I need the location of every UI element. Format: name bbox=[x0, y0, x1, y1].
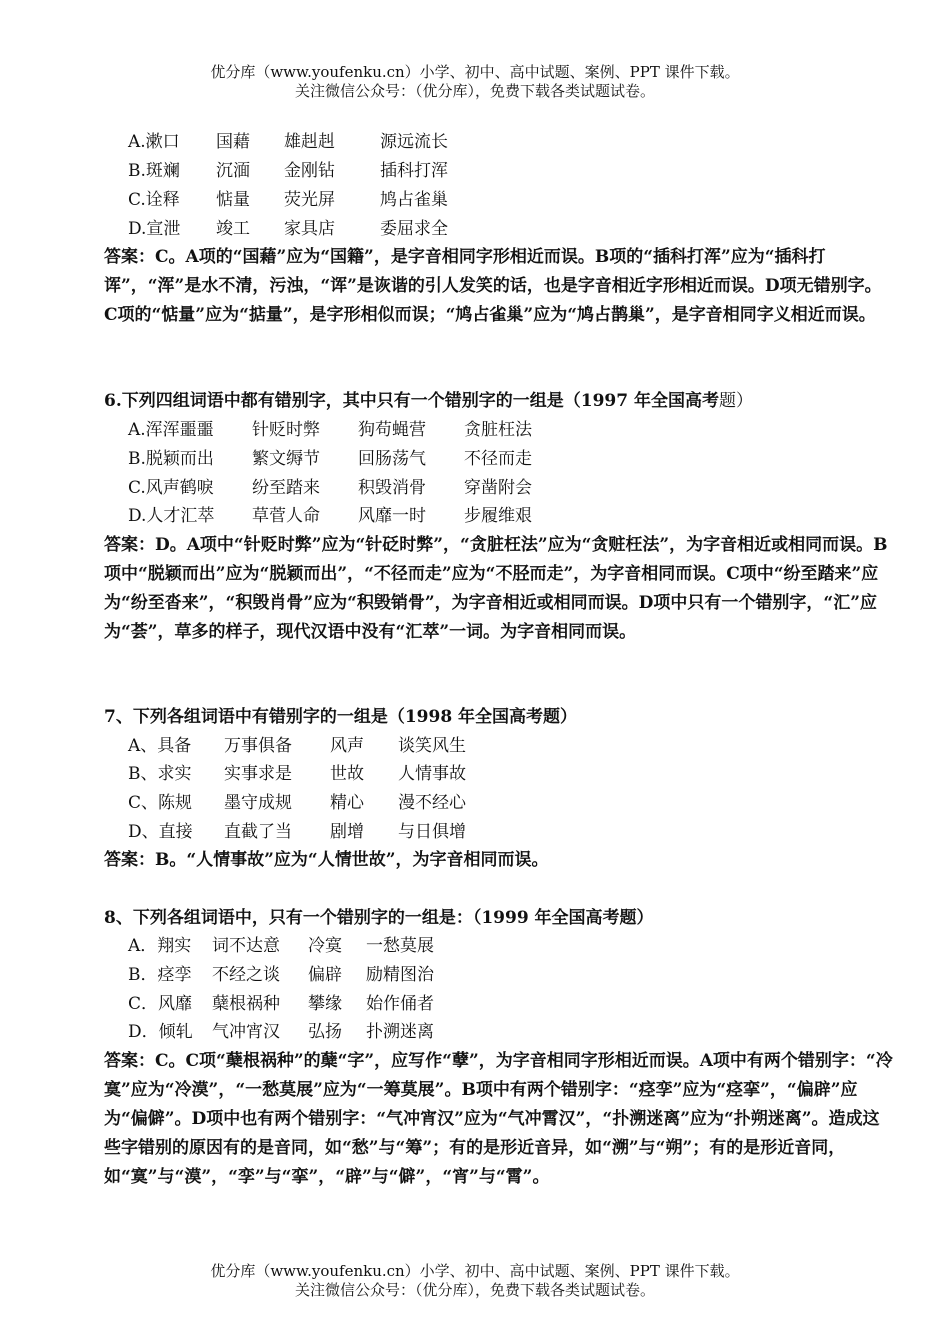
q6-b-2: 繁文缛节 bbox=[252, 449, 320, 469]
q7-a-4: 谈笑风生 bbox=[398, 736, 466, 756]
q8-d-1: D．倾轧 bbox=[128, 1022, 193, 1042]
q6-b-3: 回肠荡气 bbox=[358, 449, 426, 469]
q8-c-3: 攀缘 bbox=[308, 994, 342, 1014]
q6-option-b bbox=[128, 445, 532, 473]
q6-a-1: A.浑浑噩噩 bbox=[128, 420, 214, 440]
q6-b-4: 不径而走 bbox=[464, 449, 532, 469]
q7-b-2: 实事求是 bbox=[224, 764, 292, 784]
q8-c-4: 始作俑者 bbox=[366, 994, 434, 1014]
q5-a-3: 雄赳赳 bbox=[284, 132, 335, 152]
q8-a-3: 冷寞 bbox=[308, 936, 342, 956]
q6-d-1: D.人才汇萃 bbox=[128, 506, 215, 526]
q8-b-4: 励精图治 bbox=[366, 965, 434, 985]
footer-line-1: 优分库（www.youfenku.cn）小学、初中、高中试题、案例、PPT 课件下载。 bbox=[210, 1262, 740, 1280]
q7-d-1: D、直接 bbox=[128, 822, 193, 842]
footer-line-2: 关注微信公众号：（优分库），免费下载各类试题试卷。 bbox=[294, 1281, 655, 1299]
q8-c-1: C．风靡 bbox=[128, 994, 193, 1014]
q5-option-b bbox=[128, 157, 448, 185]
q6-a-4: 贪脏枉法 bbox=[464, 420, 532, 440]
q5-a-1: A.漱口 bbox=[128, 132, 180, 152]
q8-question: 8、下列各组词语中，只有一个错别字的一组是：（1999 年全国高考题） bbox=[104, 908, 654, 928]
q8-d-3: 弘扬 bbox=[308, 1022, 342, 1042]
q5-d-3: 家具店 bbox=[284, 219, 335, 239]
q6-c-4: 穿凿附会 bbox=[464, 478, 532, 498]
q5-c-3: 荧光屏 bbox=[284, 190, 335, 210]
q8-a-1: A．翔实 bbox=[128, 936, 192, 956]
q6-b-1: B.脱颖而出 bbox=[128, 449, 214, 469]
q7-option-a bbox=[128, 732, 466, 760]
q7-option-c bbox=[128, 789, 466, 817]
q5-option-c bbox=[128, 186, 448, 214]
q6-option-a bbox=[128, 416, 532, 444]
q6-question-text: 6.下列四组词语中都有错别字，其中只有一个错别字的一组是（1997 年全国高考 bbox=[104, 391, 719, 411]
q6-d-4: 步履维艰 bbox=[464, 506, 532, 526]
q7-b-1: B、求实 bbox=[128, 764, 192, 784]
q6-d-3: 风靡一时 bbox=[358, 506, 426, 526]
q6-a-2: 针贬时弊 bbox=[252, 420, 320, 440]
q5-d-1: D.宣泄 bbox=[128, 219, 181, 239]
q5-c-4: 鸠占雀巢 bbox=[380, 190, 448, 210]
q5-b-3: 金刚钻 bbox=[284, 161, 335, 181]
q5-option-a bbox=[128, 128, 448, 156]
q5-c-1: C.诠释 bbox=[128, 190, 180, 210]
header-line-2: 关注微信公众号：（优分库），免费下载各类试题试卷。 bbox=[294, 82, 655, 100]
q6-a-3: 狗苟蝇营 bbox=[358, 420, 426, 440]
q8-d-4: 扑溯迷离 bbox=[366, 1022, 434, 1042]
q8-b-2: 不经之谈 bbox=[212, 965, 280, 985]
q8-b-1: B．痉孪 bbox=[128, 965, 192, 985]
q7-c-3: 精心 bbox=[330, 793, 364, 813]
q8-option-a bbox=[128, 932, 434, 960]
q7-b-3: 世故 bbox=[330, 764, 364, 784]
q7-a-3: 风声 bbox=[330, 736, 364, 756]
q7-a-1: A、具备 bbox=[128, 736, 192, 756]
q5-a-4: 源远流长 bbox=[380, 132, 448, 152]
q6-c-1: C.风声鹤唳 bbox=[128, 478, 214, 498]
q8-b-3: 偏辟 bbox=[308, 965, 342, 985]
q8-d-2: 气冲宵汉 bbox=[212, 1022, 280, 1042]
q7-option-b bbox=[128, 760, 466, 788]
q7-option-d bbox=[128, 818, 466, 846]
q6-answer: 答案：D。A项中“针贬时弊”应为“针砭时弊”，“贪脏枉法”应为“贪赃枉法”，为字音相近或相同而误。B项中“脱颖而出”应为“脱颖而出”，“不径而走”应为“不胫而走”，为字音相同而误。C项中“纷至踏来”应为“纷至沓来”，“积毁肖骨”应为“积毁销骨”，为字音相近或相同而误。D项中只有一个错别字，“汇”应为“荟”，草多的样子，现代汉语中没有“汇萃”一词。为字音相同而误。 bbox=[104, 535, 888, 642]
q6-question bbox=[104, 387, 753, 415]
q8-a-2: 词不达意 bbox=[212, 936, 280, 956]
q8-option-b bbox=[128, 961, 434, 989]
q7-d-4: 与日俱增 bbox=[398, 822, 466, 842]
q5-b-4: 插科打浑 bbox=[380, 161, 448, 181]
q5-b-1: B.斑斓 bbox=[128, 161, 180, 181]
q5-a-2: 国藉 bbox=[216, 132, 250, 152]
q5-answer: 答案：C。A项的“国藉”应为“国籍”，是字音相同字形相近而误。B项的“插科打浑”应为“插科打诨”，“浑”是水不清，污浊，“诨”是诙谐的引人发笑的话，也是字音相近字形相近而误。D项无错别字。C项的“惦量”应为“掂量”，是字形相似而误；“鸠占雀巢”应为“鸠占鹊巢”，是字音相同字义相近而误。 bbox=[104, 247, 882, 325]
q7-d-2: 直截了当 bbox=[224, 822, 292, 842]
q5-b-2: 沉湎 bbox=[216, 161, 250, 181]
q7-c-2: 墨守成规 bbox=[224, 793, 292, 813]
q7-answer: 答案：B。“人情事故”应为“人情世故”，为字音相同而误。 bbox=[104, 850, 549, 870]
q5-option-d bbox=[128, 215, 448, 243]
q7-question: 7、下列各组词语中有错别字的一组是（1998 年全国高考题） bbox=[104, 707, 578, 727]
q6-question-tail: 题） bbox=[718, 391, 753, 411]
q5-c-2: 惦量 bbox=[216, 190, 250, 210]
q6-option-c bbox=[128, 474, 532, 502]
q5-d-4: 委屈求全 bbox=[380, 219, 448, 239]
q7-a-2: 万事俱备 bbox=[224, 736, 292, 756]
q8-c-2: 蘖根祸种 bbox=[212, 994, 280, 1014]
q8-answer: 答案：C。C项“蘖根祸种”的蘖“字”，应写作“孽”，为字音相同字形相近而误。A项中有两个错别字：“冷寞”应为“冷漠”，“一愁莫展”应为“一筹莫展”。B项中有两个错别字：“痉孪”应为“痉挛”，“偏辟”应为“偏僻”。D项中也有两个错别字：“气冲宵汉”应为“气冲霄汉”，“扑溯迷离”应为“扑朔迷离”。造成这些字错别的原因有的是音同，如“愁”与“筹”；有的是形近音异，如“溯”与“朔”；有的是形近音同，如“寞”与“漠”，“孪”与“挛”，“辟”与“僻”，“宵”与“霄”。 bbox=[104, 1051, 893, 1187]
q6-d-2: 草菅人命 bbox=[252, 506, 320, 526]
q7-c-1: C、陈规 bbox=[128, 793, 193, 813]
q8-option-d bbox=[128, 1018, 434, 1046]
q6-option-d bbox=[128, 502, 532, 530]
q6-c-3: 积毁消骨 bbox=[358, 478, 426, 498]
q6-c-2: 纷至踏来 bbox=[252, 478, 320, 498]
q7-c-4: 漫不经心 bbox=[398, 793, 466, 813]
page-header bbox=[0, 63, 950, 101]
q8-option-c bbox=[128, 990, 434, 1018]
q8-a-4: 一愁莫展 bbox=[366, 936, 434, 956]
header-line-1: 优分库（www.youfenku.cn）小学、初中、高中试题、案例、PPT 课件下载。 bbox=[210, 63, 740, 81]
q5-d-2: 竣工 bbox=[216, 219, 250, 239]
page-footer bbox=[0, 1262, 950, 1300]
q7-d-3: 剧增 bbox=[330, 822, 364, 842]
q7-b-4: 人情事故 bbox=[398, 764, 466, 784]
